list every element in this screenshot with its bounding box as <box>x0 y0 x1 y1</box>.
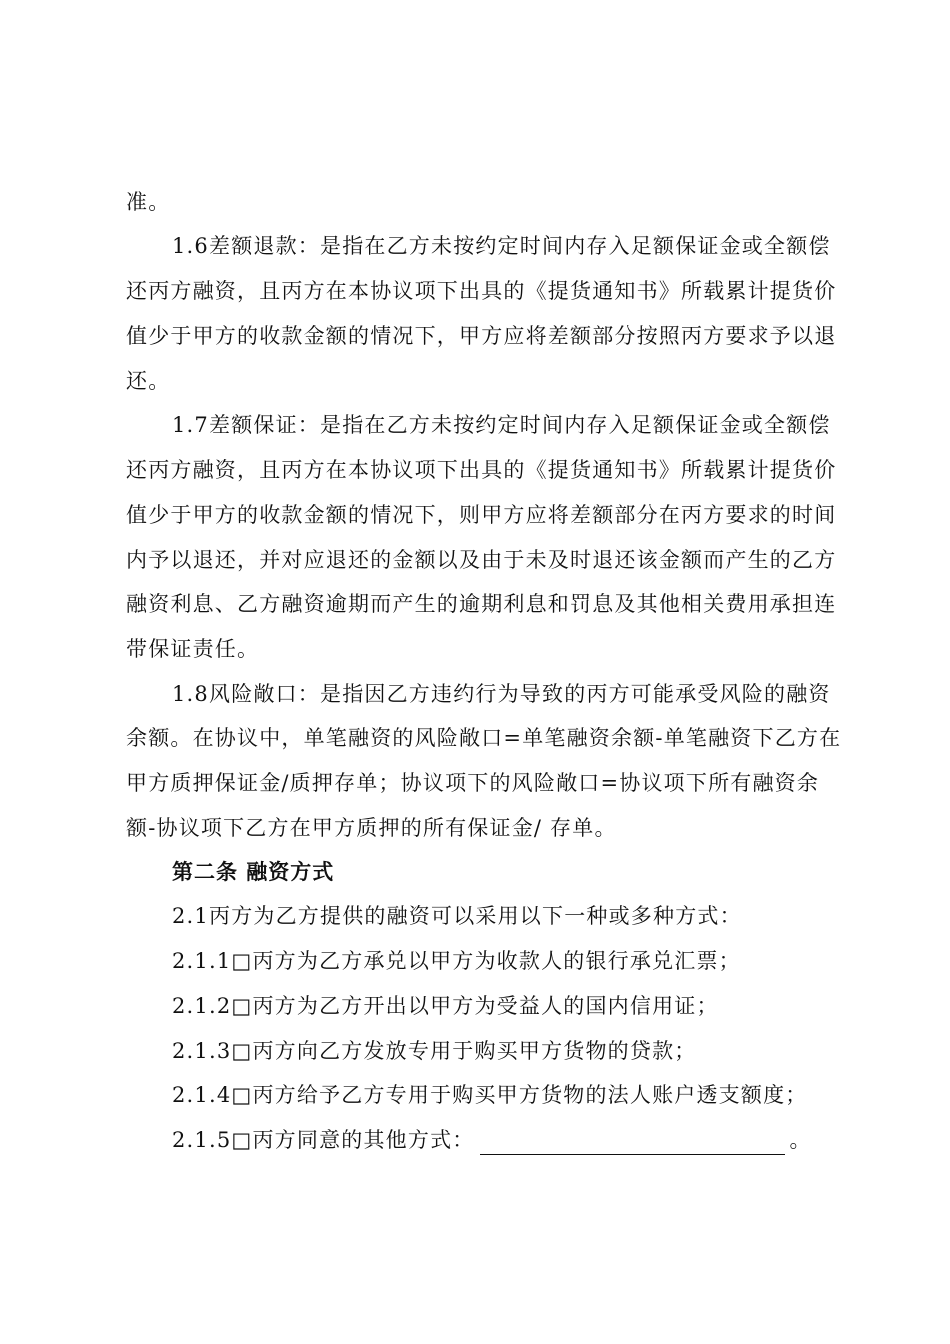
paragraph-line: 融资利息、乙方融资逾期而产生的逾期利息和罚息及其他相关费用承担连 <box>126 592 837 616</box>
paragraph-line: 值少于甲方的收款金额的情况下，则甲方应将差额部分在丙方要求的时间 <box>126 503 837 527</box>
clause-2-1-4-line: 2.1.4□丙方给予乙方专用于购买甲方货物的法人账户透支额度； <box>172 1083 808 1107</box>
fill-in-blank <box>480 1134 785 1155</box>
paragraph-line: 额-协议项下乙方在甲方质押的所有保证金/ 存单。 <box>126 816 617 840</box>
clause-2-1-5-line <box>172 1125 892 1155</box>
paragraph-line: 值少于甲方的收款金额的情况下，甲方应将差额部分按照丙方要求予以退 <box>126 324 837 348</box>
paragraph-line: 甲方质押保证金/质押存单；协议项下的风险敞口=协议项下所有融资余 <box>126 771 820 795</box>
clause-2-1-line: 2.1丙方为乙方提供的融资可以采用以下一种或多种方式： <box>172 904 742 928</box>
clause-1-8-title-line: 1.8风险敞口：是指因乙方违约行为导致的丙方可能承受风险的融资 <box>172 682 831 706</box>
clause-2-1-5-label: 2.1.5□丙方同意的其他方式： <box>172 1128 475 1152</box>
clause-2-1-3-line: 2.1.3□丙方向乙方发放专用于购买甲方货物的贷款； <box>172 1039 697 1063</box>
paragraph-line: 还。 <box>126 369 171 393</box>
paragraph-line: 带保证责任。 <box>126 637 260 661</box>
paragraph-line: 还丙方融资，且丙方在本协议项下出具的《提货通知书》所载累计提货价 <box>126 458 837 482</box>
paragraph-line: 还丙方融资，且丙方在本协议项下出具的《提货通知书》所载累计提货价 <box>126 279 837 303</box>
clause-2-1-1-line: 2.1.1□丙方为乙方承兑以甲方为收款人的银行承兑汇票； <box>172 949 741 973</box>
clause-1-6-title-line: 1.6差额退款：是指在乙方未按约定时间内存入足额保证金或全额偿 <box>172 234 831 258</box>
paragraph-line: 准。 <box>126 190 171 214</box>
article-2-heading: 第二条 融资方式 <box>172 860 335 884</box>
paragraph-line: 余额。在协议中，单笔融资的风险敞口=单笔融资余额-单笔融资下乙方在 <box>126 726 842 750</box>
end-punctuation: 。 <box>789 1128 812 1152</box>
clause-1-7-title-line: 1.7差额保证：是指在乙方未按约定时间内存入足额保证金或全额偿 <box>172 413 831 437</box>
clause-2-1-2-line: 2.1.2□丙方为乙方开出以甲方为受益人的国内信用证； <box>172 994 719 1018</box>
paragraph-line: 内予以退还，并对应退还的金额以及由于未及时退还该金额而产生的乙方 <box>126 548 837 572</box>
